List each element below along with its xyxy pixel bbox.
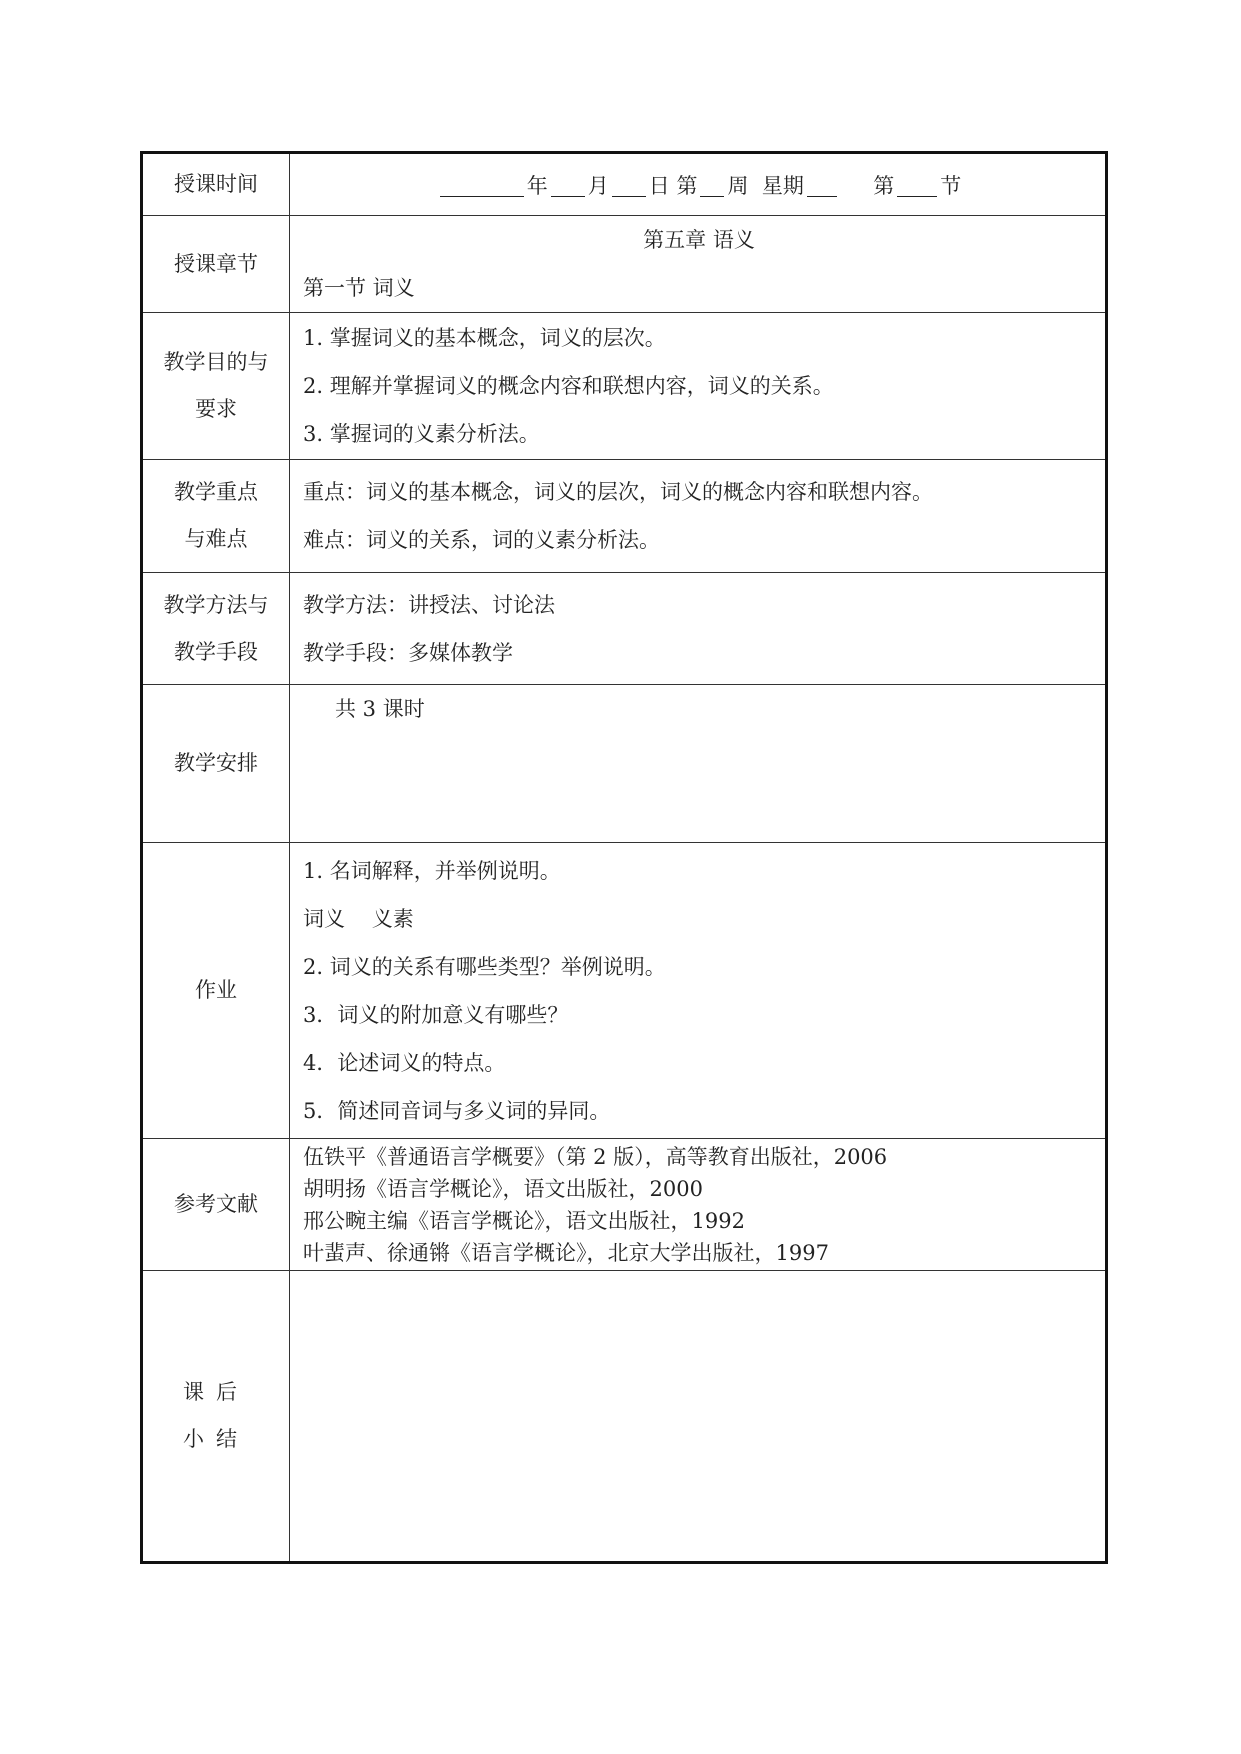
- row-summary: [142, 1271, 1107, 1563]
- section-suffix: 节: [940, 173, 962, 198]
- day-blank[interactable]: [612, 172, 646, 197]
- schedule-text: 共 3 课时: [335, 697, 425, 721]
- label-objectives: [142, 313, 290, 460]
- homework-content: [290, 843, 1107, 1139]
- label-key-points-line2: 与难点: [184, 527, 248, 551]
- row-homework: [142, 843, 1107, 1139]
- chapter-section: 第一节 词义: [303, 276, 415, 300]
- methods-content: [290, 573, 1107, 685]
- label-summary-line1: 课后: [183, 1380, 249, 1404]
- reference-item: 胡明扬《语言学概论》，语文出版社，2000: [303, 1176, 703, 1201]
- lesson-plan-table: [140, 151, 1108, 1564]
- row-methods: [142, 573, 1107, 685]
- row-references: [142, 1139, 1107, 1271]
- weekday-blank[interactable]: [807, 172, 837, 197]
- label-references: 参考文献: [142, 1139, 290, 1271]
- day-suffix: 日: [648, 173, 670, 198]
- row-chapter: [142, 216, 1107, 313]
- label-homework: 作业: [142, 843, 290, 1139]
- homework-item: 4．论述词义的特点。: [303, 1050, 506, 1075]
- homework-terms: 词义 义素: [303, 906, 414, 931]
- label-key-points: [142, 460, 290, 573]
- objectives-content: [290, 313, 1107, 460]
- label-schedule: 教学安排: [142, 685, 290, 843]
- label-methods-line2: 教学手段: [174, 639, 258, 664]
- key-points-content: [290, 460, 1107, 573]
- row-objectives: [142, 313, 1107, 460]
- label-methods-line1: 教学方法与: [163, 592, 269, 617]
- week-prefix: 第: [676, 173, 698, 198]
- key-point-item: 重点：词义的基本概念，词义的层次，词义的概念内容和联想内容。: [303, 480, 933, 504]
- objective-item: 1. 掌握词义的基本概念，词义的层次。: [303, 326, 666, 350]
- chapter-title: 第五章 语义: [643, 228, 755, 252]
- objective-item: 3. 掌握词的义素分析法。: [303, 422, 540, 446]
- homework-item: 1. 名词解释，并举例说明。: [303, 858, 561, 883]
- label-objectives-line2: 要求: [195, 397, 237, 421]
- homework-item: 2. 词义的关系有哪些类型？举例说明。: [303, 954, 666, 979]
- month-blank[interactable]: [551, 172, 585, 197]
- summary-content[interactable]: [290, 1271, 1107, 1563]
- week-blank[interactable]: [700, 172, 724, 197]
- schedule-content: [290, 685, 1107, 843]
- row-teaching-time: [142, 153, 1107, 216]
- teaching-time-fields: [290, 153, 1107, 216]
- method-item: 教学方法：讲授法、讨论法: [303, 592, 555, 617]
- label-objectives-line1: 教学目的与: [163, 350, 269, 374]
- section-prefix: 第: [873, 173, 895, 198]
- month-suffix: 月: [587, 173, 609, 198]
- label-key-points-line1: 教学重点: [174, 480, 258, 504]
- reference-item: 伍铁平《普通语言学概要》（第 2 版），高等教育出版社，2006: [303, 1144, 888, 1169]
- row-schedule: [142, 685, 1107, 843]
- objective-item: 2. 理解并掌握词义的概念内容和联想内容，词义的关系。: [303, 374, 834, 398]
- reference-item: 叶蜚声、徐通锵《语言学概论》，北京大学出版社，1997: [303, 1240, 829, 1265]
- homework-item: 5．简述同音词与多义词的异同。: [303, 1098, 611, 1123]
- homework-item: 3．词义的附加意义有哪些？: [303, 1002, 569, 1027]
- label-chapter: 授课章节: [142, 216, 290, 313]
- reference-item: 邢公畹主编《语言学概论》，语文出版社，1992: [303, 1208, 745, 1233]
- year-suffix: 年: [526, 173, 548, 198]
- difficulty-item: 难点：词义的关系，词的义素分析法。: [303, 528, 660, 552]
- row-key-points: [142, 460, 1107, 573]
- chapter-content: [290, 216, 1107, 313]
- week-suffix: 周: [727, 173, 749, 198]
- label-summary-line2: 小结: [183, 1427, 249, 1451]
- references-content: [290, 1139, 1107, 1271]
- label-teaching-time: 授课时间: [142, 153, 290, 216]
- label-methods: [142, 573, 290, 685]
- means-item: 教学手段：多媒体教学: [303, 640, 513, 665]
- section-blank[interactable]: [897, 172, 937, 197]
- year-blank[interactable]: [440, 172, 524, 197]
- weekday-prefix: 星期: [761, 173, 804, 198]
- label-summary: [142, 1271, 290, 1563]
